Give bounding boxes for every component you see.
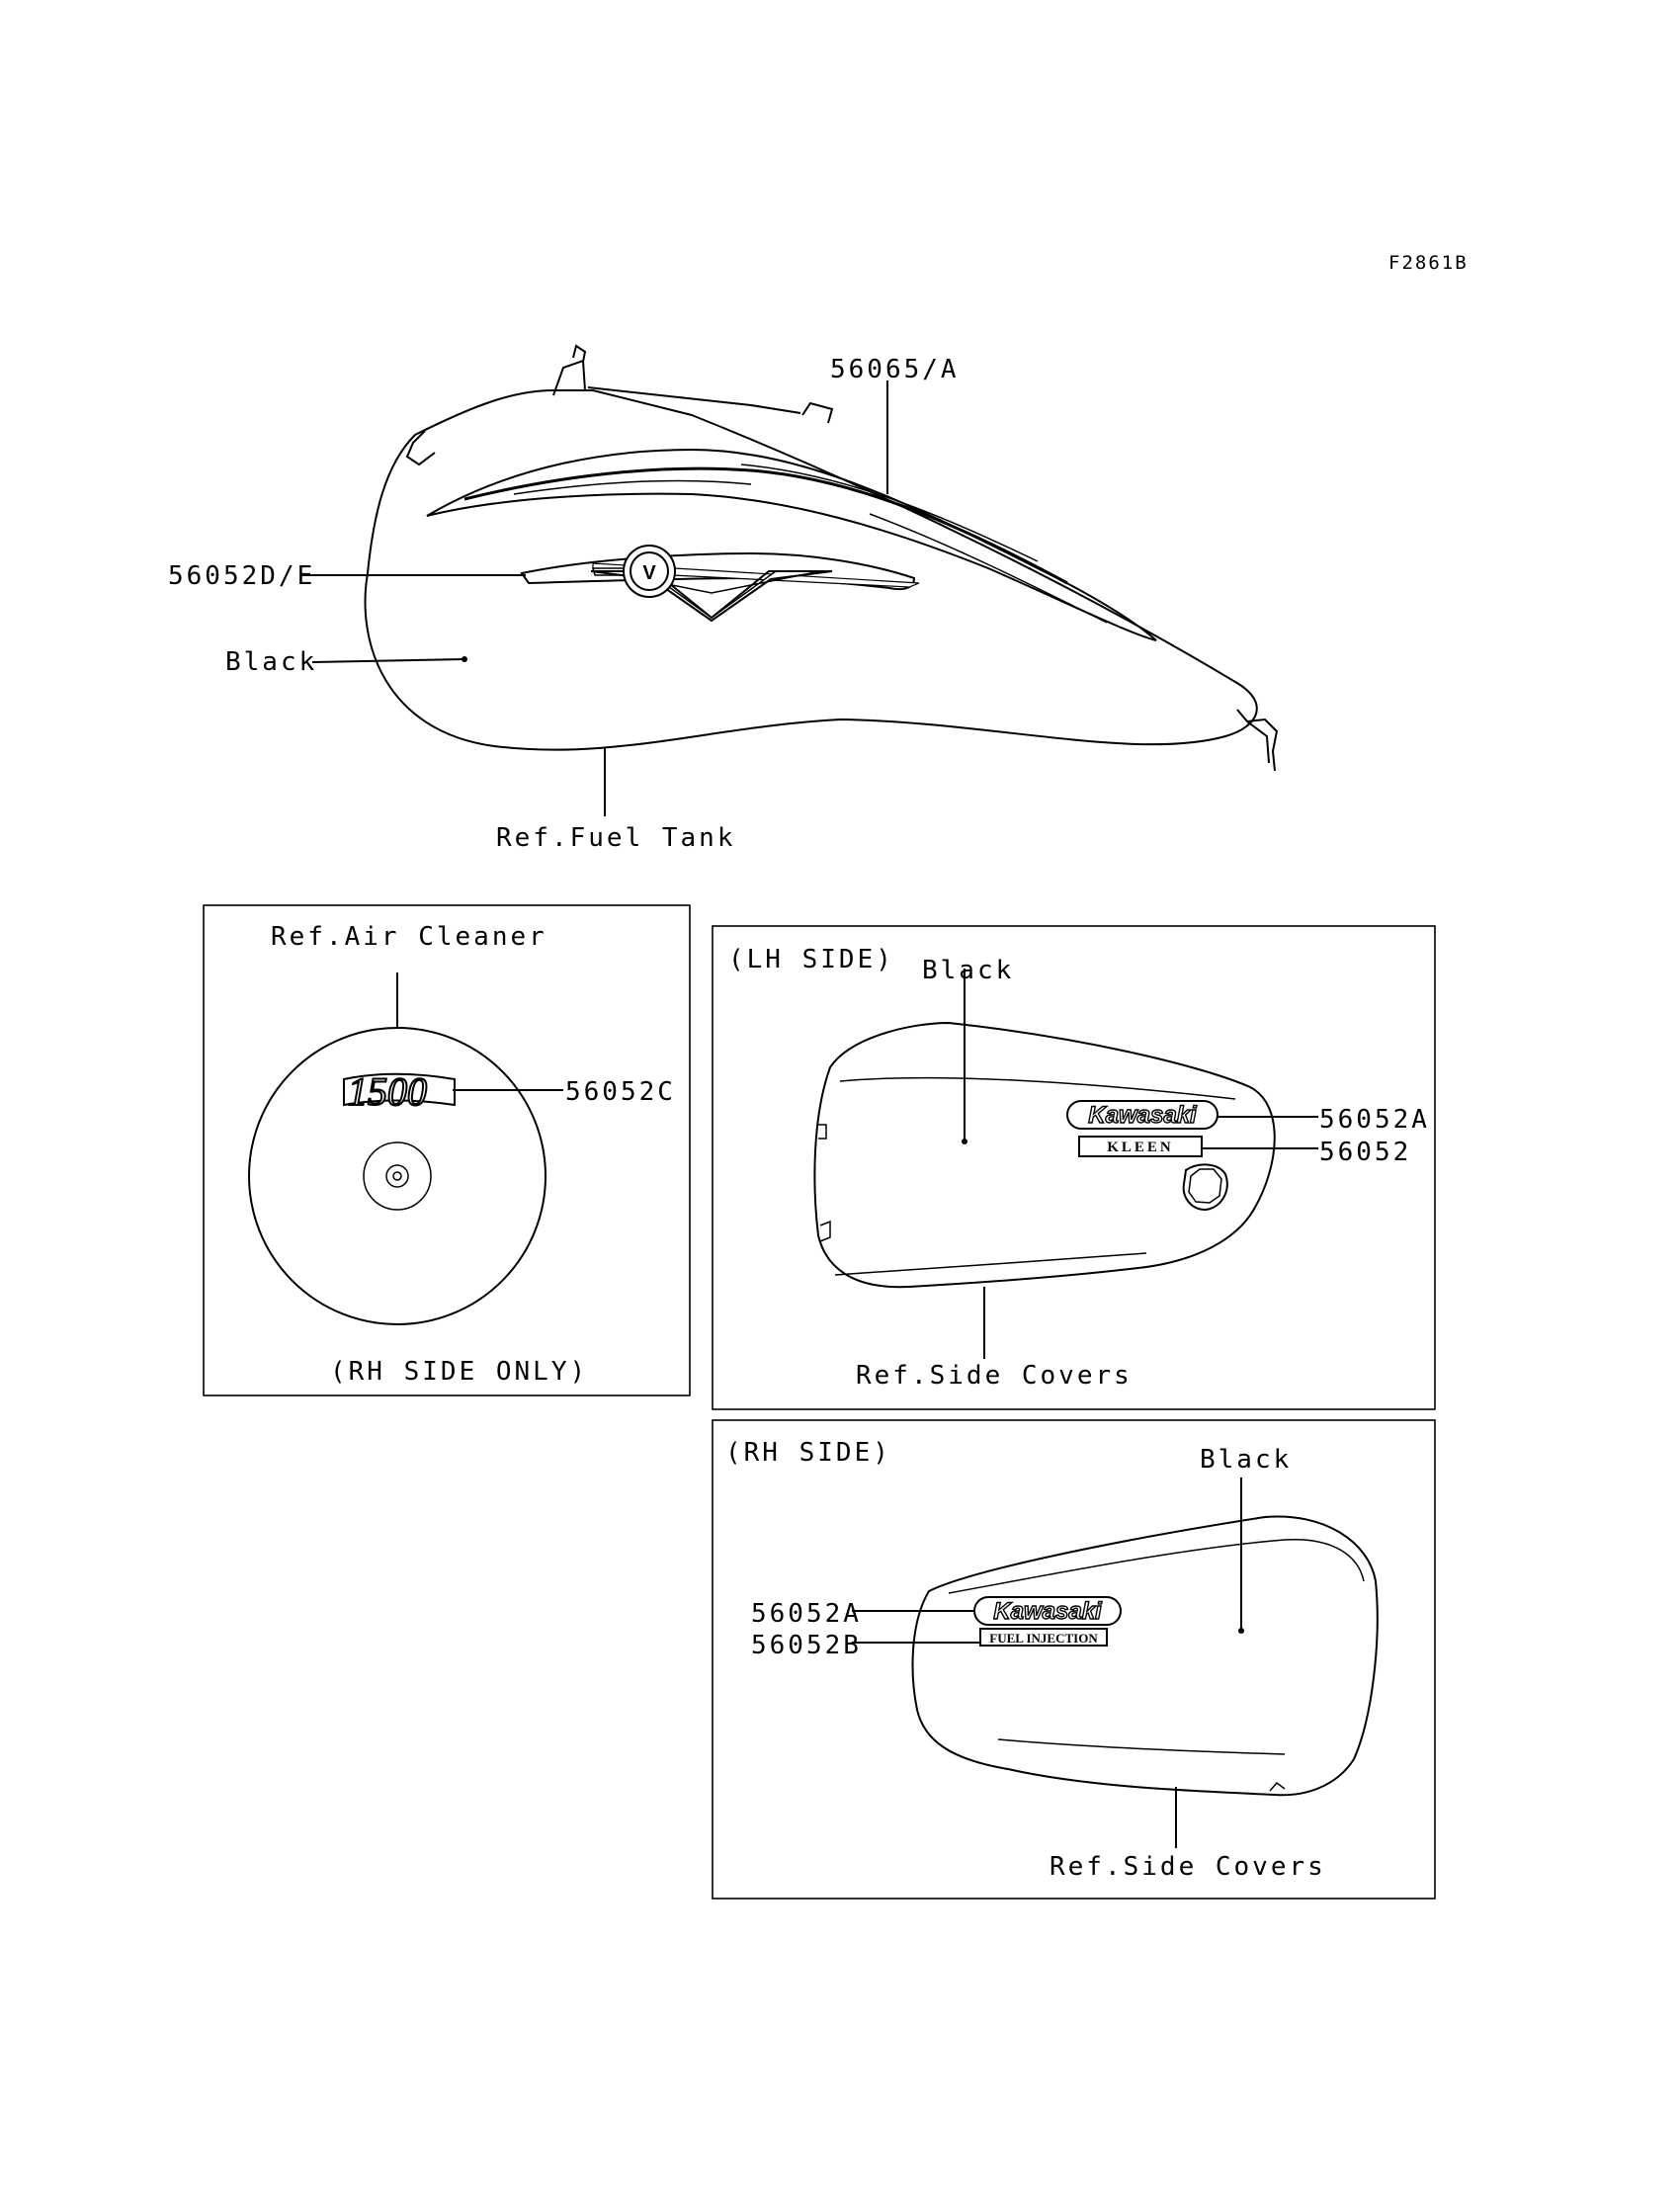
- fuel-tank-drawing: [366, 346, 1277, 771]
- rh-callout-56052b: 56052B: [751, 1631, 862, 1660]
- lh-color-label: Black: [922, 956, 1015, 985]
- callout-56052c: 56052C: [565, 1077, 676, 1107]
- rh-black-dot: [1238, 1628, 1244, 1634]
- callout-56065a: 56065/A: [830, 355, 960, 384]
- rh-fuel-injection-emblem: FUEL INJECTION: [989, 1631, 1098, 1646]
- leader-tank-black: [312, 659, 464, 662]
- lh-kawasaki-logo: Kawasaki: [1088, 1102, 1197, 1129]
- tank-emblem-letter: V: [642, 562, 656, 584]
- rh-side-cover-drawing: [913, 1516, 1378, 1795]
- tank-black-dot: [462, 656, 467, 662]
- rh-kawasaki-logo: Kawasaki: [993, 1598, 1102, 1625]
- lh-callout-56052: 56052: [1319, 1138, 1412, 1167]
- lh-black-dot: [962, 1139, 967, 1144]
- ref-fuel-tank: Ref.Fuel Tank: [496, 823, 736, 853]
- figure-code: F2861B: [1388, 252, 1469, 274]
- ref-air-cleaner: Ref.Air Cleaner: [271, 922, 547, 952]
- callout-56052de: 56052D/E: [168, 561, 316, 591]
- lh-kleen-emblem: KLEEN: [1107, 1140, 1174, 1155]
- rh-side-title: (RH SIDE): [725, 1438, 891, 1468]
- air-cleaner-note: (RH SIDE ONLY): [330, 1357, 589, 1387]
- rh-color-label: Black: [1200, 1445, 1293, 1475]
- rh-ref-side-covers: Ref.Side Covers: [1050, 1852, 1326, 1882]
- lh-side-panel: [713, 926, 1435, 1409]
- lh-side-title: (LH SIDE): [728, 945, 894, 974]
- tank-color-label: Black: [225, 647, 318, 677]
- air-cleaner-panel: [204, 905, 690, 1395]
- air-cleaner-badge: 1500: [348, 1069, 427, 1114]
- lh-callout-56052a: 56052A: [1319, 1105, 1430, 1135]
- rh-callout-56052a: 56052A: [751, 1599, 862, 1629]
- lh-side-cover-drawing: [814, 1023, 1274, 1287]
- lh-ref-side-covers: Ref.Side Covers: [856, 1361, 1133, 1391]
